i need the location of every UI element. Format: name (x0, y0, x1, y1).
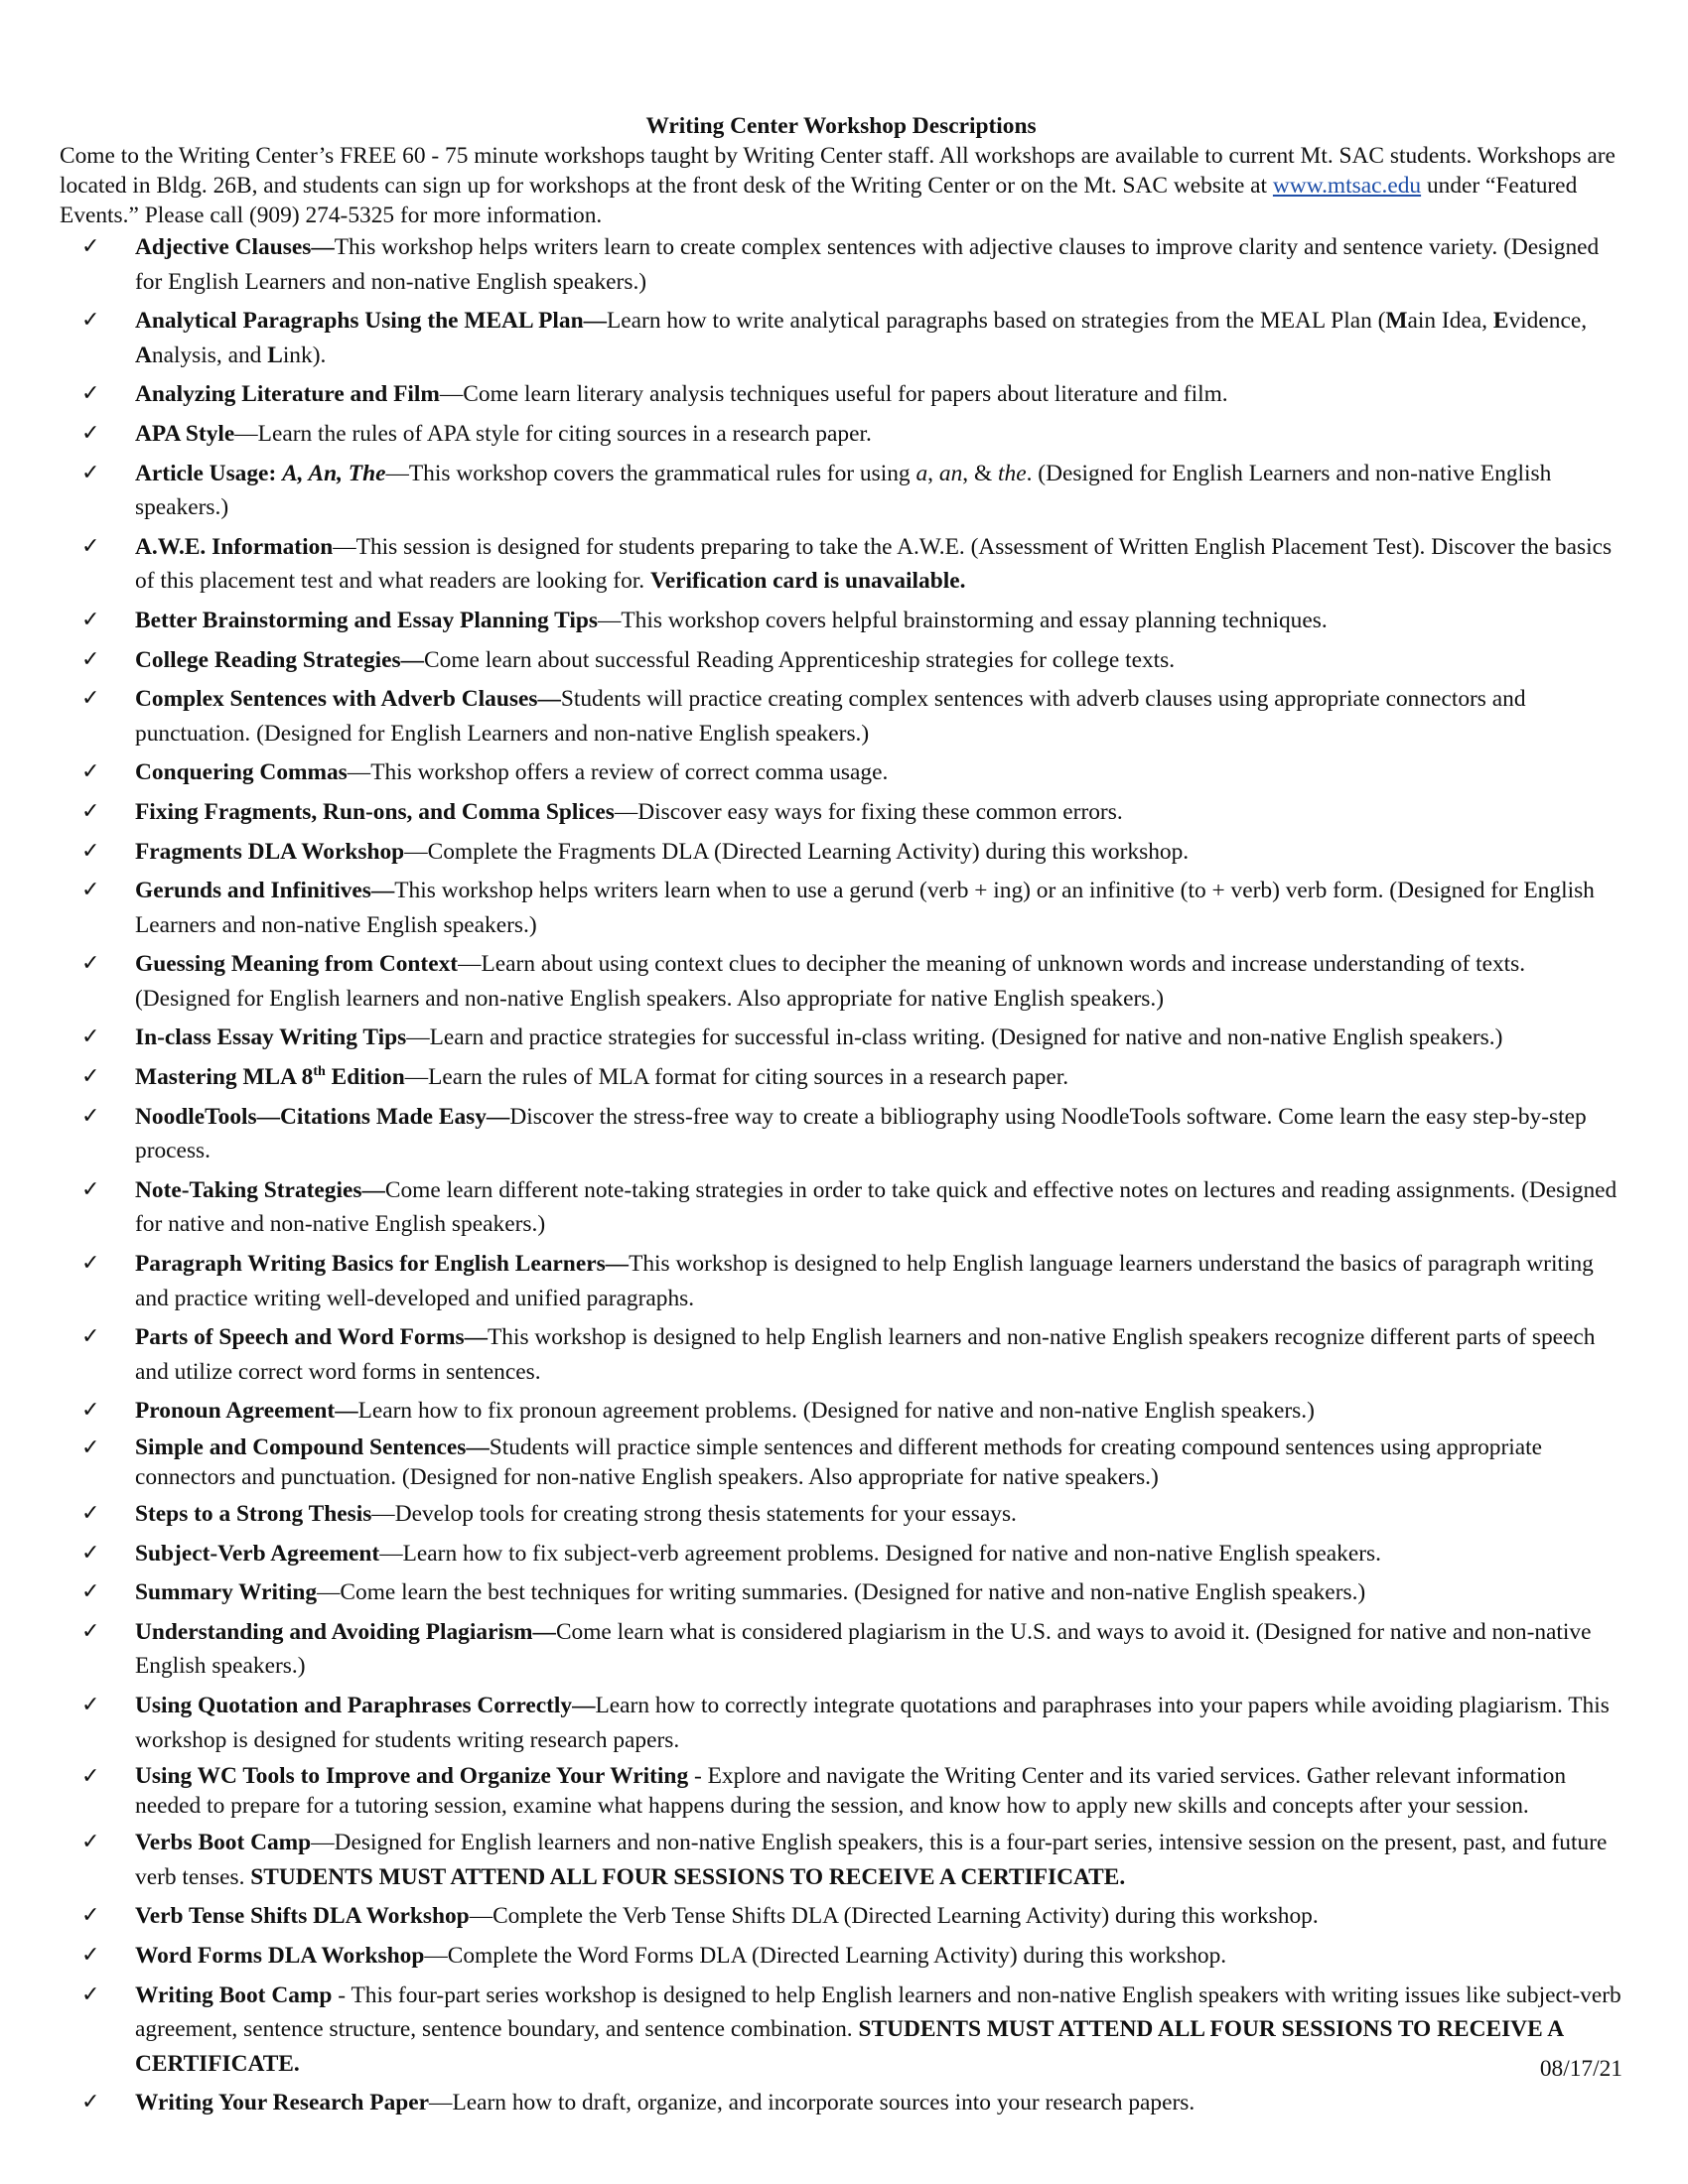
acronym-letter: E (1492, 308, 1509, 335)
workshop-description: Students will practice creating complex sentences with adverb clauses using appropriate connectors and punctuation. (Designed for English Learners and non-native English speakers.) (135, 686, 1526, 747)
workshop-description: vidence, (1508, 308, 1588, 335)
workshop-item (60, 795, 1622, 830)
workshop-description: ink). (282, 341, 327, 368)
workshop-description: —Develop tools for creating strong thesis statements for your essays. (371, 1501, 1017, 1527)
workshop-name: NoodleTools—Citations Made Easy— (135, 1103, 510, 1130)
workshop-item (60, 835, 1622, 870)
workshop-item (60, 1939, 1622, 1974)
workshop-description: Students will practice simple sentences and different methods for creating compound sentences using appropriate connectors and punctuation. (Designed for non-native English speakers. Also appropriate for native speakers.) (135, 1434, 1543, 1490)
workshop-name: Pronoun Agreement— (135, 1398, 358, 1425)
checkmark-icon: ✓ (81, 1324, 100, 1350)
document-page (60, 111, 1622, 2125)
workshop-item (60, 682, 1622, 751)
workshop-item (60, 1320, 1622, 1389)
separator-text: , & (962, 460, 999, 486)
checkmark-icon: ✓ (81, 420, 100, 446)
workshop-item (60, 1615, 1622, 1684)
workshop-description: Come learn what is considered plagiarism in the U.S. and ways to avoid it. (Designed for native and non-native English speakers.) (135, 1618, 1592, 1680)
workshop-item (60, 1497, 1622, 1532)
workshop-name (135, 461, 386, 486)
acronym-letter: M (1385, 308, 1408, 335)
checkmark-icon: ✓ (81, 646, 100, 672)
important-note: STUDENTS MUST ATTEND ALL FOUR SESSIONS TO RECEIVE A CERTIFICATE. (250, 1863, 1126, 1890)
workshop-item (60, 530, 1622, 599)
intro-text-end: under “Featured Events.” Please call (909) 274-5325 for more information. (60, 173, 1578, 228)
workshop-name: Understanding and Avoiding Plagiarism— (135, 1618, 556, 1645)
checkmark-icon: ✓ (81, 533, 100, 559)
workshop-name: Verb Tense Shifts DLA Workshop (135, 1903, 470, 1930)
workshop-name: Word Forms DLA Workshop (135, 1942, 425, 1969)
workshop-name: College Reading Strategies— (135, 646, 425, 673)
workshop-item (60, 377, 1622, 412)
workshop-description: Discover the stress-free way to create a bibliography using NoodleTools software. Come learn the easy step-by-step process. (135, 1103, 1587, 1164)
workshop-description: Learn how to correctly integrate quotations and paraphrases into your papers while avoiding plagiarism. This workshop is designed for students writing research papers. (135, 1692, 1610, 1753)
checkmark-icon: ✓ (81, 381, 100, 407)
checkmark-icon: ✓ (81, 1692, 100, 1717)
workshop-description: —Come learn literary analysis techniques useful for papers about literature and film. (439, 381, 1228, 408)
workshop-name: Better Brainstorming and Essay Planning Tips (135, 607, 598, 633)
important-note: STUDENTS MUST ATTEND ALL FOUR SESSIONS TO RECEIVE A CERTIFICATE. (135, 2016, 1563, 2077)
workshop-description: —Learn how to fix subject-verb agreement problems. Designed for native and non-native English speakers. (379, 1540, 1381, 1567)
checkmark-icon: ✓ (81, 308, 100, 334)
workshop-item (60, 1689, 1622, 1757)
checkmark-icon: ✓ (81, 607, 100, 632)
workshop-name: Steps to a Strong Thesis (135, 1501, 372, 1527)
checkmark-icon: ✓ (81, 1103, 100, 1129)
workshop-item (60, 604, 1622, 638)
checkmark-icon: ✓ (81, 1942, 100, 1968)
checkmark-icon: ✓ (81, 2090, 100, 2116)
workshop-name-part: Edition (325, 1064, 405, 1091)
workshop-name: Complex Sentences with Adverb Clauses— (135, 686, 561, 713)
checkmark-icon: ✓ (81, 1830, 100, 1855)
workshop-description: —Learn and practice strategies for successful in-class writing. (Designed for native and non-native English speakers.) (406, 1024, 1503, 1051)
website-link[interactable]: www.mtsac.edu (1272, 173, 1422, 199)
checkmark-icon: ✓ (81, 759, 100, 785)
checkmark-icon: ✓ (81, 1501, 100, 1526)
workshop-description: —Come learn the best techniques for writing summaries. (Designed for native and non-native English speakers.) (317, 1579, 1366, 1606)
workshop-description: ain Idea, (1407, 308, 1493, 335)
workshop-name: Gerunds and Infinitives— (135, 878, 395, 904)
checkmark-icon: ✓ (81, 1251, 100, 1277)
workshop-description: —This workshop covers helpful brainstorming and essay planning techniques. (597, 607, 1328, 633)
workshop-item (60, 2086, 1622, 2120)
workshop-name (135, 1064, 405, 1090)
workshop-name: Simple and Compound Sentences— (135, 1434, 490, 1460)
workshop-item (60, 874, 1622, 942)
workshop-name: Fragments DLA Workshop (135, 838, 405, 865)
workshop-item (60, 1100, 1622, 1168)
checkmark-icon: ✓ (81, 1579, 100, 1605)
workshop-description: —Learn about using context clues to decipher the meaning of unknown words and increase understanding of texts. (Designed for English learners and non-native English speakers. Also appropriate for native English speakers.) (135, 951, 1526, 1012)
checkmark-icon: ✓ (81, 460, 100, 485)
workshop-name: Guessing Meaning from Context (135, 951, 459, 978)
workshop-name: Paragraph Writing Basics for English Learners— (135, 1251, 630, 1278)
workshop-description: - Explore and navigate the Writing Center and its varied services. Gather relevant information needed to prepare for a tutoring session, examine what happens during the session, and know how to apply new skills and concepts after your session. (135, 1763, 1567, 1819)
intro-paragraph (60, 141, 1622, 230)
workshop-item (60, 1247, 1622, 1315)
workshop-name: APA Style (135, 420, 235, 447)
workshop-description: —Discover easy ways for fixing these common errors. (614, 798, 1123, 825)
workshop-name: Analytical Paragraphs Using the MEAL Plan— (135, 308, 607, 335)
revision-date: 08/17/21 (1539, 2056, 1622, 2082)
checkmark-icon: ✓ (81, 878, 100, 903)
workshop-description: This workshop helps writers learn to create complex sentences with adjective clauses to improve clarity and sentence variety. (Designed for English Learners and non-native English speakers.) (135, 234, 1600, 295)
workshop-description: —Designed for English learners and non-native English speakers, this is a four-part series, intensive session on the present, past, and future verb tenses. (135, 1830, 1608, 1890)
important-note: Verification card is unavailable. (649, 568, 966, 595)
workshop-item (60, 1021, 1622, 1055)
workshop-name: Subject-Verb Agreement (135, 1540, 380, 1567)
checkmark-icon: ✓ (81, 1981, 100, 2007)
workshop-item (60, 230, 1622, 299)
workshop-description: —Complete the Verb Tense Shifts DLA (Directed Learning Activity) during this workshop. (469, 1903, 1319, 1930)
workshop-name: Note-Taking Strategies— (135, 1176, 385, 1203)
workshop-name: Adjective Clauses— (135, 234, 335, 260)
workshop-item (60, 1979, 1622, 2082)
checkmark-icon: ✓ (81, 1903, 100, 1929)
workshop-description: Learn how to write analytical paragraphs based on strategies from the MEAL Plan ( (607, 308, 1386, 335)
checkmark-icon: ✓ (81, 838, 100, 864)
workshop-name: Verbs Boot Camp (135, 1830, 312, 1856)
workshop-description: —This workshop offers a review of correct comma usage. (347, 759, 889, 786)
workshop-description: This workshop helps writers learn when to use a gerund (verb + ing) or an infinitive (to + verb) verb form. (Designed for English Learners and non-native English speakers.) (135, 878, 1595, 938)
checkmark-icon: ✓ (81, 1764, 100, 1790)
workshop-item (60, 1826, 1622, 1894)
workshop-description: . (Designed for English Learners and non-native English speakers.) (135, 460, 1552, 521)
workshop-name: Conquering Commas (135, 759, 348, 786)
workshop-list (60, 230, 1622, 2120)
workshop-item (60, 947, 1622, 1016)
workshop-description: - This four-part series workshop is designed to help English learners and non-native English speakers with writing issues like subject-verb agreement, sentence structure, sentence boundary, and sentence combination. (135, 1981, 1621, 2043)
checkmark-icon: ✓ (81, 1618, 100, 1644)
workshop-item (60, 643, 1622, 678)
workshop-description: This workshop is designed to help English language learners understand the basics of paragraph writing and practice writing well-developed and unified paragraphs. (135, 1251, 1594, 1311)
workshop-name: Summary Writing (135, 1579, 318, 1606)
workshop-item (60, 1394, 1622, 1429)
workshop-name: Writing Your Research Paper (135, 2090, 430, 2116)
acronym-letter: L (267, 341, 283, 368)
document-title: Writing Center Workshop Descriptions (645, 113, 1037, 139)
workshop-name-italic: A, An, The (282, 460, 386, 486)
checkmark-icon: ✓ (81, 951, 100, 977)
workshop-description: —Learn the rules of APA style for citing sources in a research paper. (234, 420, 872, 447)
workshop-item (60, 1575, 1622, 1610)
workshop-description: —Learn how to draft, organize, and incorporate sources into your research papers. (429, 2090, 1196, 2116)
checkmark-icon: ✓ (81, 1435, 100, 1460)
checkmark-icon: ✓ (81, 1398, 100, 1424)
workshop-description: —Complete the Fragments DLA (Directed Learning Activity) during this workshop. (404, 838, 1190, 865)
workshop-item (60, 1762, 1622, 1821)
workshop-name: Using Quotation and Paraphrases Correctly— (135, 1692, 596, 1718)
workshop-name: Analyzing Literature and Film (135, 381, 440, 408)
workshop-item (60, 1173, 1622, 1242)
article-word: the (998, 460, 1027, 486)
workshop-item (60, 1433, 1622, 1492)
workshop-item (60, 417, 1622, 452)
workshop-description: Come learn about successful Reading Apprenticeship strategies for college texts. (424, 646, 1176, 673)
checkmark-icon: ✓ (81, 686, 100, 712)
article-word: a (915, 460, 928, 486)
checkmark-icon: ✓ (81, 1024, 100, 1050)
workshop-name: Writing Boot Camp (135, 1981, 333, 2008)
checkmark-icon: ✓ (81, 798, 100, 824)
workshop-description: —This workshop covers the grammatical rules for using (385, 460, 916, 486)
separator-text: , (927, 460, 939, 486)
workshop-description: —Learn the rules of MLA format for citing sources in a research paper. (404, 1064, 1069, 1091)
workshop-description: nalysis, and (151, 341, 268, 368)
workshop-description: —This session is designed for students preparing to take the A.W.E. (Assessment of Written English Placement Test). Discover the basics of this placement test and what readers are looking for. (135, 533, 1613, 595)
checkmark-icon: ✓ (81, 1540, 100, 1566)
workshop-item (60, 755, 1622, 790)
acronym-letter: A (135, 341, 152, 368)
checkmark-icon: ✓ (81, 234, 100, 259)
checkmark-icon: ✓ (81, 1176, 100, 1202)
workshop-name-part: Article Usage: (135, 460, 283, 486)
workshop-name: Parts of Speech and Word Forms— (135, 1324, 488, 1351)
workshop-name: A.W.E. Information (135, 533, 334, 560)
workshop-description: —Complete the Word Forms DLA (Directed Learning Activity) during this workshop. (424, 1942, 1227, 1969)
workshop-item (60, 457, 1622, 525)
workshop-item (60, 304, 1622, 372)
workshop-item (60, 1060, 1622, 1095)
workshop-name: In-class Essay Writing Tips (135, 1024, 407, 1051)
workshop-name-part: Mastering MLA 8 (135, 1064, 314, 1091)
article-word: an (938, 460, 963, 486)
workshop-description: This workshop is designed to help English learners and non-native English speakers recognize different parts of speech and utilize correct word forms in sentences. (135, 1324, 1596, 1385)
intro-text: Come to the Writing Center’s FREE 60 - 75 minute workshops taught by Writing Center staff. All workshops are available to current Mt. SAC students. Workshops are located in Bldg. 26B, and students can sign up for workshops at the front desk of the Writing Center or on the Mt. SAC website at (60, 143, 1616, 199)
ordinal-suffix: th (313, 1064, 326, 1080)
workshop-name: Using WC Tools to Improve and Organize Your Writing (135, 1763, 689, 1790)
workshop-name: Fixing Fragments, Run-ons, and Comma Splices (135, 798, 615, 825)
workshop-item (60, 1537, 1622, 1571)
workshop-item (60, 1899, 1622, 1934)
workshop-description: Learn how to fix pronoun agreement problems. (Designed for native and non-native English speakers.) (357, 1398, 1315, 1425)
workshop-description: Come learn different note-taking strategies in order to take quick and effective notes on lectures and reading assignments. (Designed for native and non-native English speakers.) (135, 1176, 1618, 1238)
checkmark-icon: ✓ (81, 1064, 100, 1090)
